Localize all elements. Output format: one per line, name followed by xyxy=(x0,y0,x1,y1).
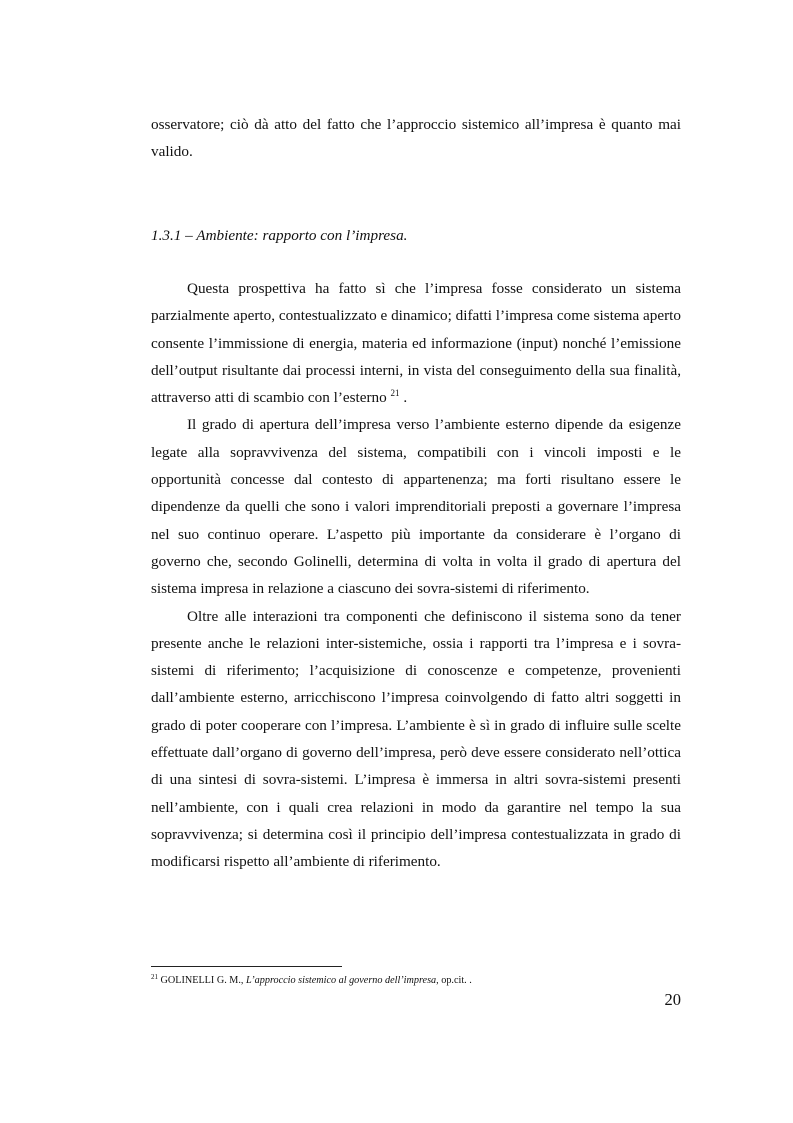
footnote xyxy=(151,974,472,988)
footnote-reference: 21 xyxy=(390,388,400,399)
paragraph-1 xyxy=(151,275,681,411)
paragraph-3: Oltre alle interazioni tra componenti che definiscono il sistema sono da tener presente anche le relazioni inter-sistemiche, ossia i rapporti tra l’impresa e i sovra-sistemi di riferimento; l’acquisizione di conoscenze e competenze, provenienti dall’ambiente esterno, arricchiscono l’impresa coinvolgendo di fatto altri soggetti in grado di poter cooperare con l’impresa. L’ambiente è sì in grado di influire sulle scelte effettuate dall’organo di governo dell’impresa, però deve essere considerato nell’ottica di una sintesi di sovra-sistemi. L’impresa è immersa in altri sovra-sistemi presenti nell’ambiente, con i quali crea relazioni in modo da garantire nel tempo la sua sopravvivenza; si determina così il principio dell’impresa contestualizzata in grado di modificarsi rispetto all’ambiente di riferimento. xyxy=(151,607,681,871)
section-body xyxy=(151,275,681,876)
footnote-title: L’approccio sistemico al governo dell’impresa, xyxy=(246,975,439,986)
footnote-separator xyxy=(151,966,342,967)
paragraph-2: Il grado di apertura dell’impresa verso l’ambiente esterno dipende da esigenze legate alla sopravvivenza del sistema, compatibili con i vincoli imposti e le opportunità concesse dal contesto di appartenenza; ma forti risultano essere le dipendenze da quelli che sono i valori imprenditoriali preposti a governare l’impresa nel suo continuo operare. L’aspetto più importante da considerare è l’organo di governo che, secondo Golinelli, determina di volta in volta il grado di apertura del sistema impresa in relazione a ciascuno dei sovra-sistemi di riferimento. xyxy=(151,416,681,598)
footnote-number: 21 xyxy=(151,973,158,981)
footnote-suffix: op.cit. . xyxy=(438,975,472,986)
continuation-paragraph: osservatore; ciò dà atto del fatto che l’approccio sistemico all’impresa è quanto mai valido. xyxy=(151,116,681,161)
paragraph-1-text: Questa prospettiva ha fatto sì che l’impresa fosse considerato un sistema parzialmente aperto, contestualizzato e dinamico; difatti l’impresa come sistema aperto consente l’immissione di energia, materia ed informazione (input) nonché l’emissione dell’output risultante dai processi interni, in vista del conseguimento della sua finalità, attraverso atti di scambio con l’esterno xyxy=(151,280,681,407)
paragraph-1-tail: . xyxy=(399,389,408,407)
footnote-author: GOLINELLI G. M., xyxy=(158,975,246,986)
section-heading: 1.3.1 – Ambiente: rapporto con l’impresa. xyxy=(151,227,408,244)
page-number: 20 xyxy=(664,990,681,1009)
